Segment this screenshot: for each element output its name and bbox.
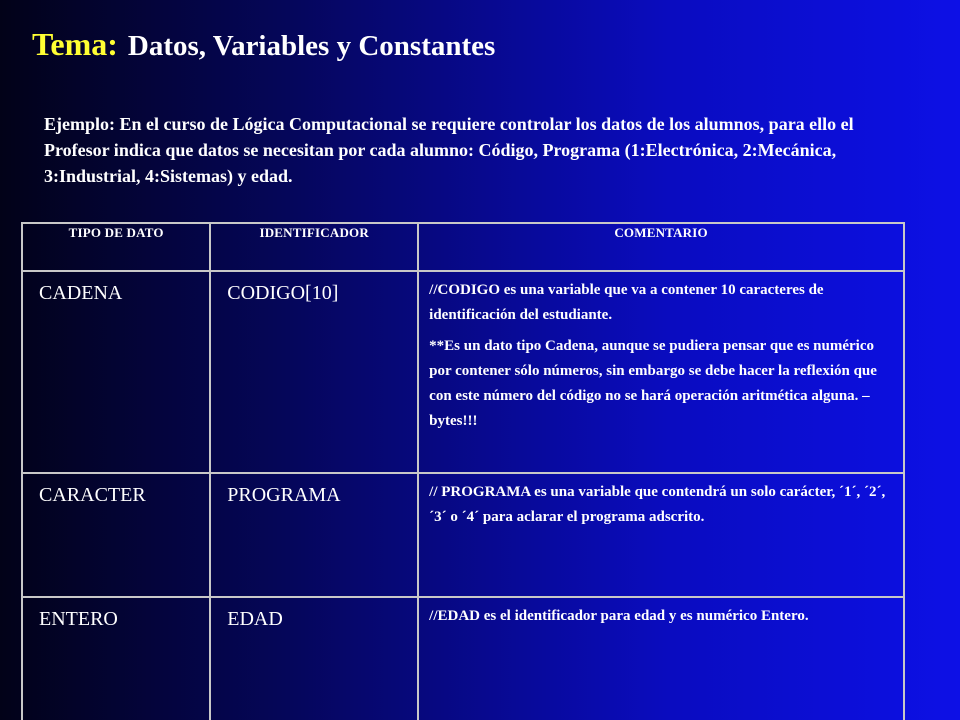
comment-note: **Es un dato tipo Cadena, aunque se pudiera pensar que es numérico por contener sólo números, sin embargo se debe hacer la reflexión que con este número del código no se hará operación aritmética alguna. – bytes!!!: [429, 338, 877, 429]
title-text: Datos, Variables y Constantes: [127, 30, 496, 62]
title-prefix: Tema:: [32, 26, 118, 62]
cell-identificador: EDAD: [210, 597, 418, 720]
cell-tipo: CARACTER: [22, 473, 210, 597]
comment-text: //EDAD es el identificador para edad y es numérico Entero.: [429, 608, 809, 624]
header-tipo-de-dato: TIPO DE DATO: [22, 223, 210, 271]
table-row: [22, 597, 904, 720]
cell-tipo: CADENA: [22, 271, 210, 473]
slide-title: [32, 26, 495, 63]
table-header-row: [22, 223, 904, 271]
cell-identificador: PROGRAMA: [210, 473, 418, 597]
cell-comentario: [418, 271, 904, 473]
comment-text: // PROGRAMA es una variable que contendrá un solo carácter, ´1´, ´2´, ´3´ o ´4´ para aclarar el programa adscrito.: [429, 484, 886, 525]
header-identificador: IDENTIFICADOR: [210, 223, 418, 271]
comment-text: //CODIGO es una variable que va a contener 10 caracteres de identificación del estudiante.: [429, 282, 824, 323]
table-row: [22, 271, 904, 473]
cell-tipo: ENTERO: [22, 597, 210, 720]
example-text: En el curso de Lógica Computacional se requiere controlar los datos de los alumnos, para ello el Profesor indica que datos se necesitan por cada alumno: Código, Programa (1:Electrónica, 2:Mecánica, 3:Industrial, 4:Sistemas) y edad.: [44, 114, 854, 186]
example-label: Ejemplo:: [44, 114, 115, 134]
example-paragraph: [44, 111, 894, 189]
cell-identificador: CODIGO[10]: [210, 271, 418, 473]
table-row: [22, 473, 904, 597]
cell-comentario: [418, 473, 904, 597]
data-types-table: [21, 222, 905, 720]
header-comentario: COMENTARIO: [418, 223, 904, 271]
cell-comentario: [418, 597, 904, 720]
